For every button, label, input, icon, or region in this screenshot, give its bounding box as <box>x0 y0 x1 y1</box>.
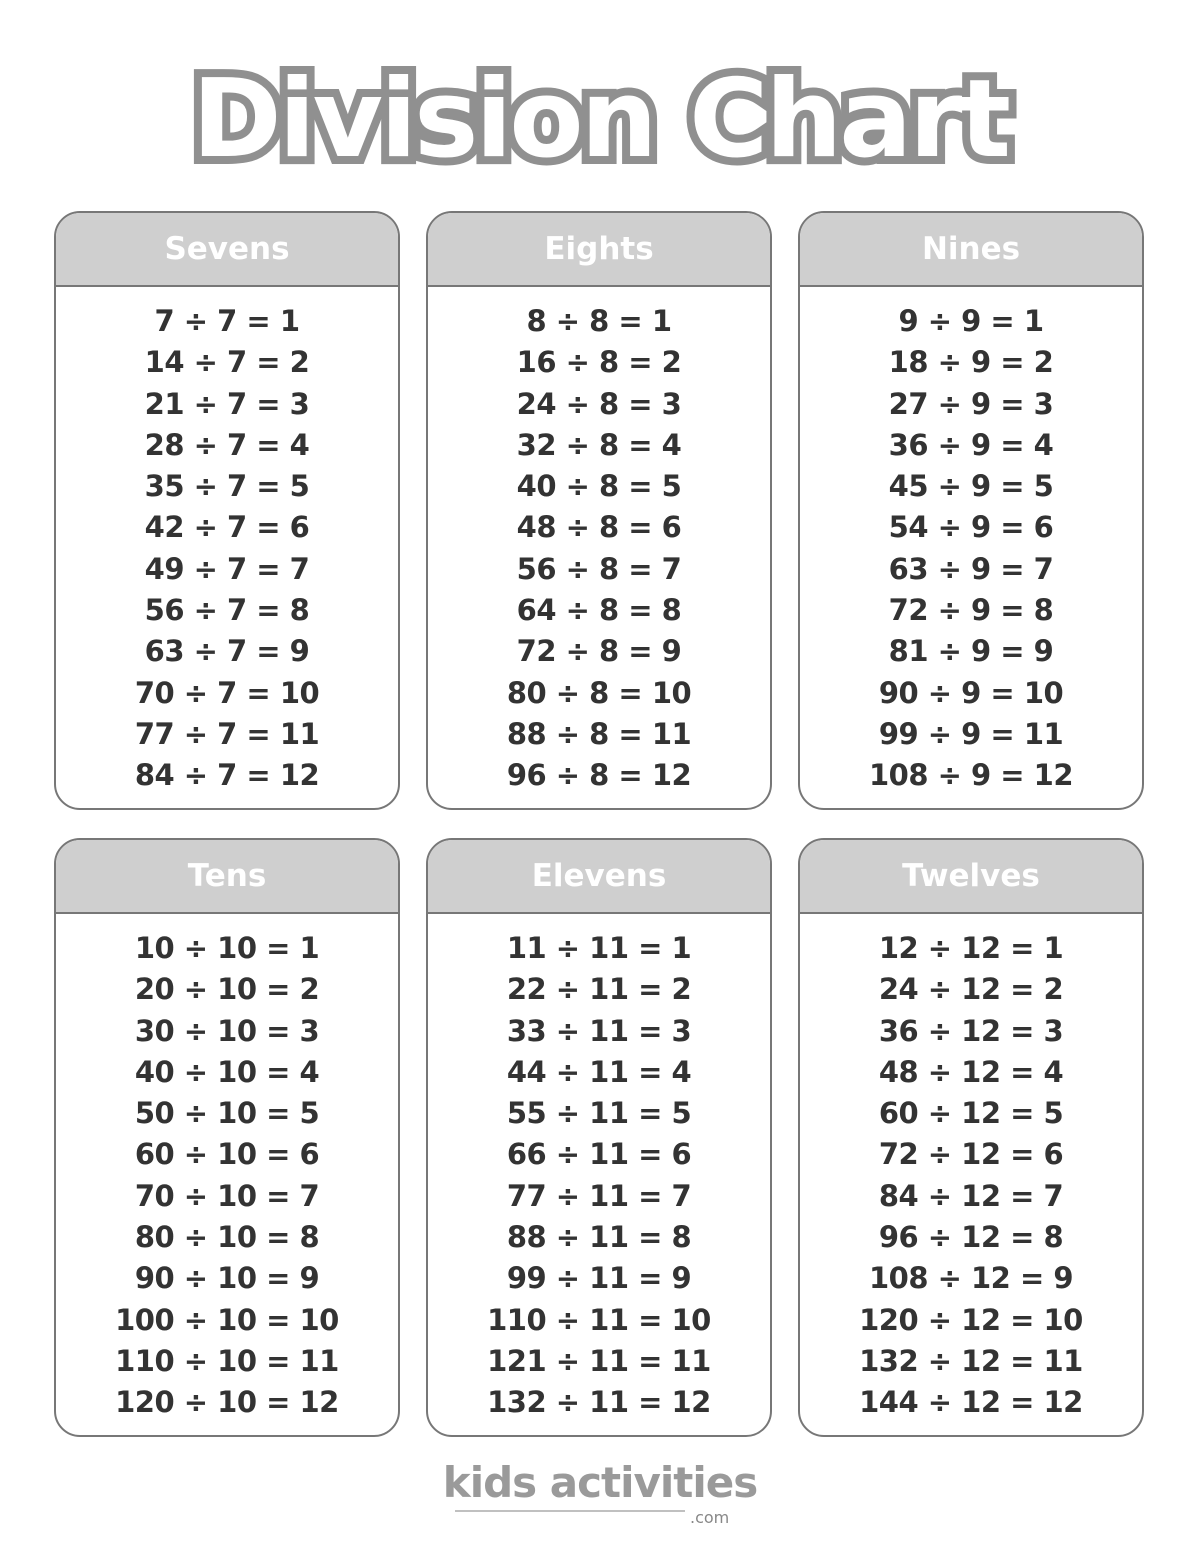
equation-row: 7 ÷ 7 = 1 <box>154 304 300 338</box>
table-heading: Elevens <box>428 840 770 914</box>
equation-row: 90 ÷ 10 = 9 <box>134 1261 320 1296</box>
equation-row: 80 ÷ 10 = 8 <box>134 1220 320 1255</box>
equation-row: 9 ÷ 9 = 1 <box>898 304 1044 338</box>
equation-row: 63 ÷ 9 = 7 <box>888 551 1054 586</box>
logo-underline <box>455 1510 685 1512</box>
equation-row: 132 ÷ 12 = 11 <box>859 1343 1083 1378</box>
equation-row: 88 ÷ 11 = 8 <box>506 1220 692 1255</box>
equation-row: 33 ÷ 11 = 3 <box>506 1013 692 1048</box>
equation-row: 21 ÷ 7 = 3 <box>144 386 310 421</box>
equation-row: 77 ÷ 11 = 7 <box>506 1178 692 1213</box>
equation-row: 16 ÷ 8 = 2 <box>516 345 682 380</box>
table-rows <box>56 914 398 1424</box>
equation-row: 30 ÷ 10 = 3 <box>134 1013 320 1048</box>
equation-row: 14 ÷ 7 = 2 <box>144 345 310 380</box>
equation-row: 81 ÷ 9 = 9 <box>888 634 1054 669</box>
table-rows <box>428 914 770 1424</box>
equation-row: 90 ÷ 9 = 10 <box>878 675 1064 710</box>
equation-row: 11 ÷ 11 = 1 <box>506 931 692 965</box>
equation-row: 100 ÷ 10 = 10 <box>115 1302 339 1337</box>
equation-row: 64 ÷ 8 = 8 <box>516 593 682 628</box>
equation-row: 84 ÷ 12 = 7 <box>878 1178 1064 1213</box>
equation-row: 99 ÷ 11 = 9 <box>506 1261 692 1296</box>
equation-row: 36 ÷ 9 = 4 <box>888 427 1054 462</box>
equation-row: 108 ÷ 9 = 12 <box>868 758 1074 793</box>
equation-row: 42 ÷ 7 = 6 <box>144 510 310 545</box>
equation-row: 96 ÷ 12 = 8 <box>878 1220 1064 1255</box>
equation-row: 40 ÷ 8 = 5 <box>516 469 682 504</box>
table-rows <box>56 287 398 797</box>
equation-row: 72 ÷ 8 = 9 <box>516 634 682 669</box>
equation-row: 49 ÷ 7 = 7 <box>144 551 310 586</box>
equation-row: 55 ÷ 11 = 5 <box>506 1096 692 1131</box>
equation-row: 32 ÷ 8 = 4 <box>516 427 682 462</box>
equation-row: 84 ÷ 7 = 12 <box>134 758 320 793</box>
equation-row: 70 ÷ 10 = 7 <box>134 1178 320 1213</box>
equation-row: 120 ÷ 10 = 12 <box>115 1385 339 1420</box>
table-heading: Eights <box>428 213 770 287</box>
equation-row: 110 ÷ 10 = 11 <box>115 1343 339 1378</box>
equation-row: 28 ÷ 7 = 4 <box>144 427 310 462</box>
table-heading: Sevens <box>56 213 398 287</box>
equation-row: 144 ÷ 12 = 12 <box>859 1385 1083 1420</box>
footer-logo <box>0 1458 1200 1527</box>
table-card-sevens <box>54 211 400 810</box>
equation-row: 110 ÷ 11 = 10 <box>487 1302 711 1337</box>
equation-row: 72 ÷ 12 = 6 <box>878 1137 1064 1172</box>
table-heading: Tens <box>56 840 398 914</box>
table-card-elevens <box>426 838 772 1437</box>
logo-suffix: .com <box>690 1508 730 1527</box>
logo-brand-text: kids activities <box>442 1458 758 1507</box>
table-card-nines <box>798 211 1144 810</box>
equation-row: 48 ÷ 12 = 4 <box>878 1054 1064 1089</box>
equation-row: 24 ÷ 12 = 2 <box>878 972 1064 1007</box>
equation-row: 80 ÷ 8 = 10 <box>506 675 692 710</box>
equation-row: 48 ÷ 8 = 6 <box>516 510 682 545</box>
equation-row: 60 ÷ 12 = 5 <box>878 1096 1064 1131</box>
equation-row: 66 ÷ 11 = 6 <box>506 1137 692 1172</box>
equation-row: 70 ÷ 7 = 10 <box>134 675 320 710</box>
equation-row: 10 ÷ 10 = 1 <box>134 931 320 965</box>
equation-row: 40 ÷ 10 = 4 <box>134 1054 320 1089</box>
equation-row: 27 ÷ 9 = 3 <box>888 386 1054 421</box>
equation-row: 44 ÷ 11 = 4 <box>506 1054 692 1089</box>
table-card-tens <box>54 838 400 1437</box>
equation-row: 12 ÷ 12 = 1 <box>878 931 1064 965</box>
equation-row: 8 ÷ 8 = 1 <box>526 304 672 338</box>
equation-row: 35 ÷ 7 = 5 <box>144 469 310 504</box>
equation-row: 108 ÷ 12 = 9 <box>868 1261 1074 1296</box>
equation-row: 18 ÷ 9 = 2 <box>888 345 1054 380</box>
equation-row: 56 ÷ 8 = 7 <box>516 551 682 586</box>
equation-row: 132 ÷ 11 = 12 <box>487 1385 711 1420</box>
equation-row: 54 ÷ 9 = 6 <box>888 510 1054 545</box>
equation-row: 60 ÷ 10 = 6 <box>134 1137 320 1172</box>
equation-row: 50 ÷ 10 = 5 <box>134 1096 320 1131</box>
equation-row: 96 ÷ 8 = 12 <box>506 758 692 793</box>
equation-row: 72 ÷ 9 = 8 <box>888 593 1054 628</box>
page-title: Division Chart <box>192 57 1008 182</box>
table-card-twelves <box>798 838 1144 1437</box>
equation-row: 77 ÷ 7 = 11 <box>134 716 320 751</box>
table-heading: Nines <box>800 213 1142 287</box>
equation-row: 45 ÷ 9 = 5 <box>888 469 1054 504</box>
equation-row: 56 ÷ 7 = 8 <box>144 593 310 628</box>
table-rows <box>428 287 770 797</box>
equation-row: 120 ÷ 12 = 10 <box>859 1302 1083 1337</box>
table-rows <box>800 287 1142 797</box>
equation-row: 24 ÷ 8 = 3 <box>516 386 682 421</box>
equation-row: 63 ÷ 7 = 9 <box>144 634 310 669</box>
table-card-eights <box>426 211 772 810</box>
equation-row: 20 ÷ 10 = 2 <box>134 972 320 1007</box>
equation-row: 36 ÷ 12 = 3 <box>878 1013 1064 1048</box>
table-heading: Twelves <box>800 840 1142 914</box>
table-rows <box>800 914 1142 1424</box>
equation-row: 99 ÷ 9 = 11 <box>878 716 1064 751</box>
equation-row: 121 ÷ 11 = 11 <box>487 1343 711 1378</box>
equation-row: 22 ÷ 11 = 2 <box>506 972 692 1007</box>
equation-row: 88 ÷ 8 = 11 <box>506 716 692 751</box>
